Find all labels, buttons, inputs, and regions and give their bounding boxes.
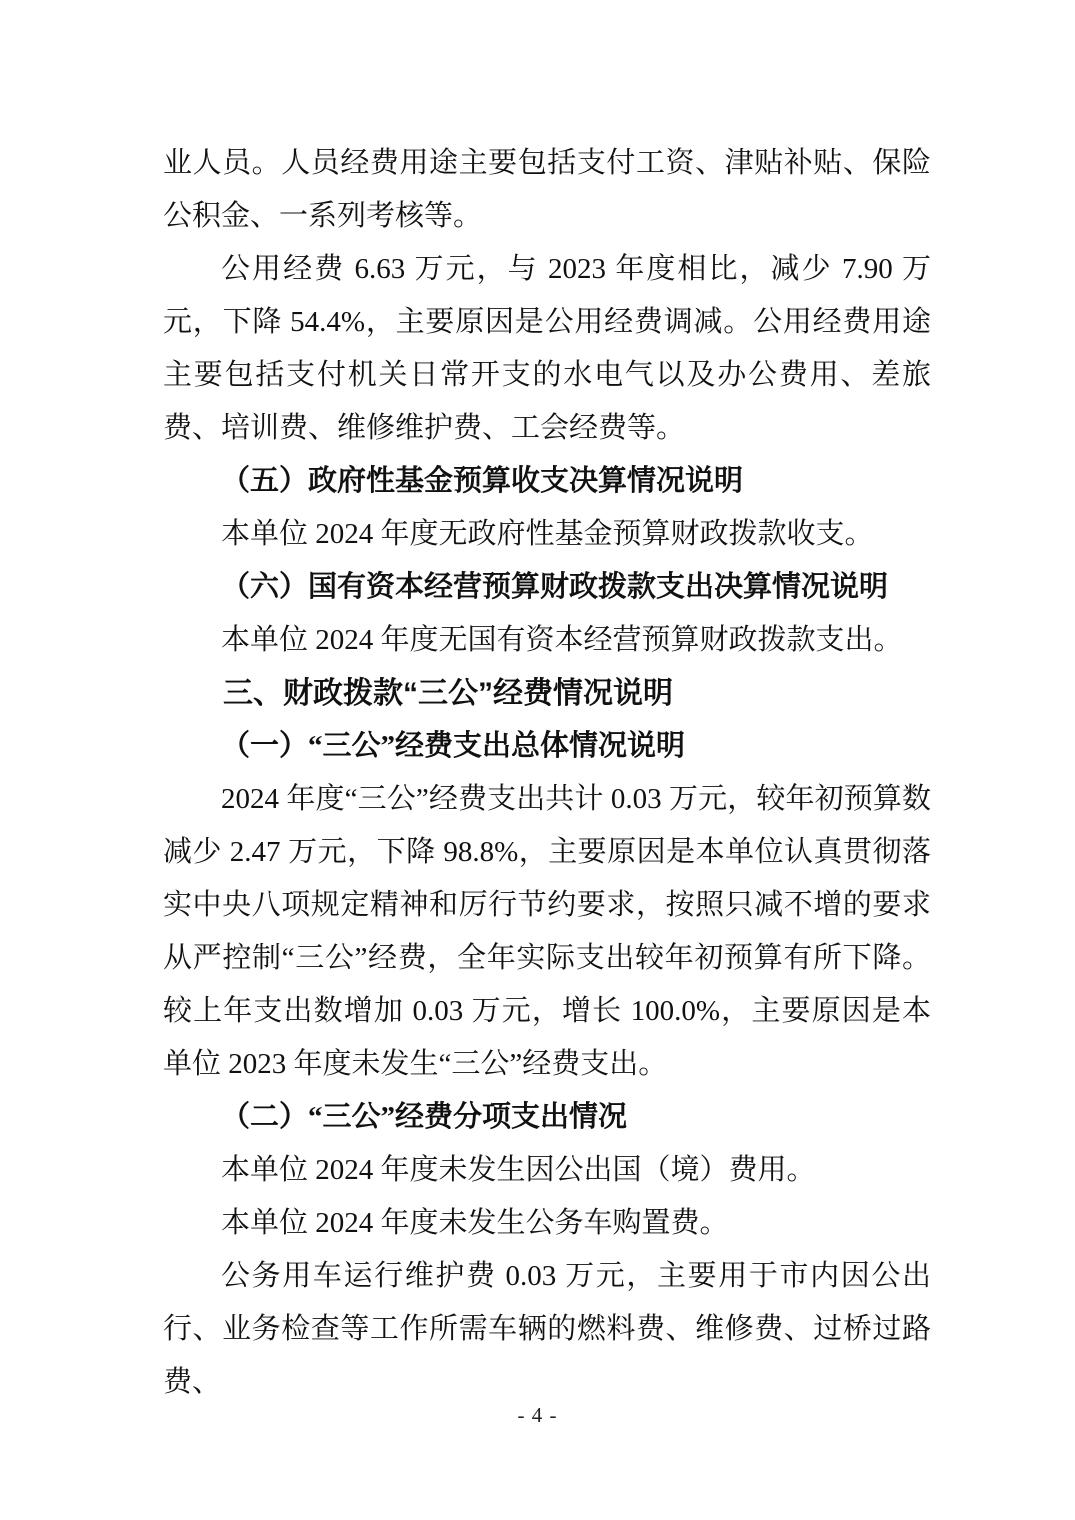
heading-section-5-gov-fund-budget: （五）政府性基金预算收支决算情况说明	[221, 465, 744, 497]
heading-part-3-three-public-funds: 三、财政拨款“三公”经费情况说明	[223, 677, 673, 710]
paragraph-public-funds: 公用经费 6.63 万元，与 2023 年度相比，减少 7.90 万元，下降 54.4%，主要原因是公用经费调减。公用经费用途主要包括支付机关日常开支的水电气以及办公费用、差旅费、培训费、维修维护费、工会经费等。	[163, 253, 931, 444]
page-footer	[0, 1402, 1075, 1428]
paragraph-no-vehicle-purchase: 本单位 2024 年度未发生公务车购置费。	[221, 1207, 729, 1239]
paragraph-gov-fund-budget: 本单位 2024 年度无政府性基金预算财政拨款收支。	[221, 518, 874, 550]
paragraph-three-public-overview: 2024 年度“三公”经费支出共计 0.03 万元，较年初预算数减少 2.47 万元，下降 98.8%，主要原因是本单位认真贯彻落实中央八项规定精神和厉行节约要求，按照只减不增的要求从严控制“三公”经费，全年实际支出较年初预算有所下降。较上年支出数增加 0.03 万元，增长 100.0%，主要原因是本单位 2023 年度未发生“三公”经费支出。	[163, 783, 931, 1080]
paragraph-personnel-funds-continuation: 业人员。人员经费用途主要包括支付工资、津贴补贴、保险公积金、一系列考核等。	[163, 147, 931, 232]
heading-sub-1-overall-spending: （一）“三公”经费支出总体情况说明	[221, 730, 686, 762]
page-number: - 4 -	[517, 1403, 558, 1427]
document-body	[163, 137, 931, 1409]
heading-sub-2-itemized-spending: （二）“三公”经费分项支出情况	[221, 1101, 628, 1133]
paragraph-no-overseas-trips: 本单位 2024 年度未发生因公出国（境）费用。	[221, 1154, 816, 1186]
paragraph-state-capital: 本单位 2024 年度无国有资本经营预算财政拨款支出。	[221, 624, 903, 656]
paragraph-vehicle-maintenance: 公务用车运行维护费 0.03 万元，主要用于市内因公出行、业务检查等工作所需车辆的燃料费、维修费、过桥过路费、	[163, 1260, 931, 1398]
heading-section-6-state-capital: （六）国有资本经营预算财政拨款支出决算情况说明	[221, 571, 889, 603]
